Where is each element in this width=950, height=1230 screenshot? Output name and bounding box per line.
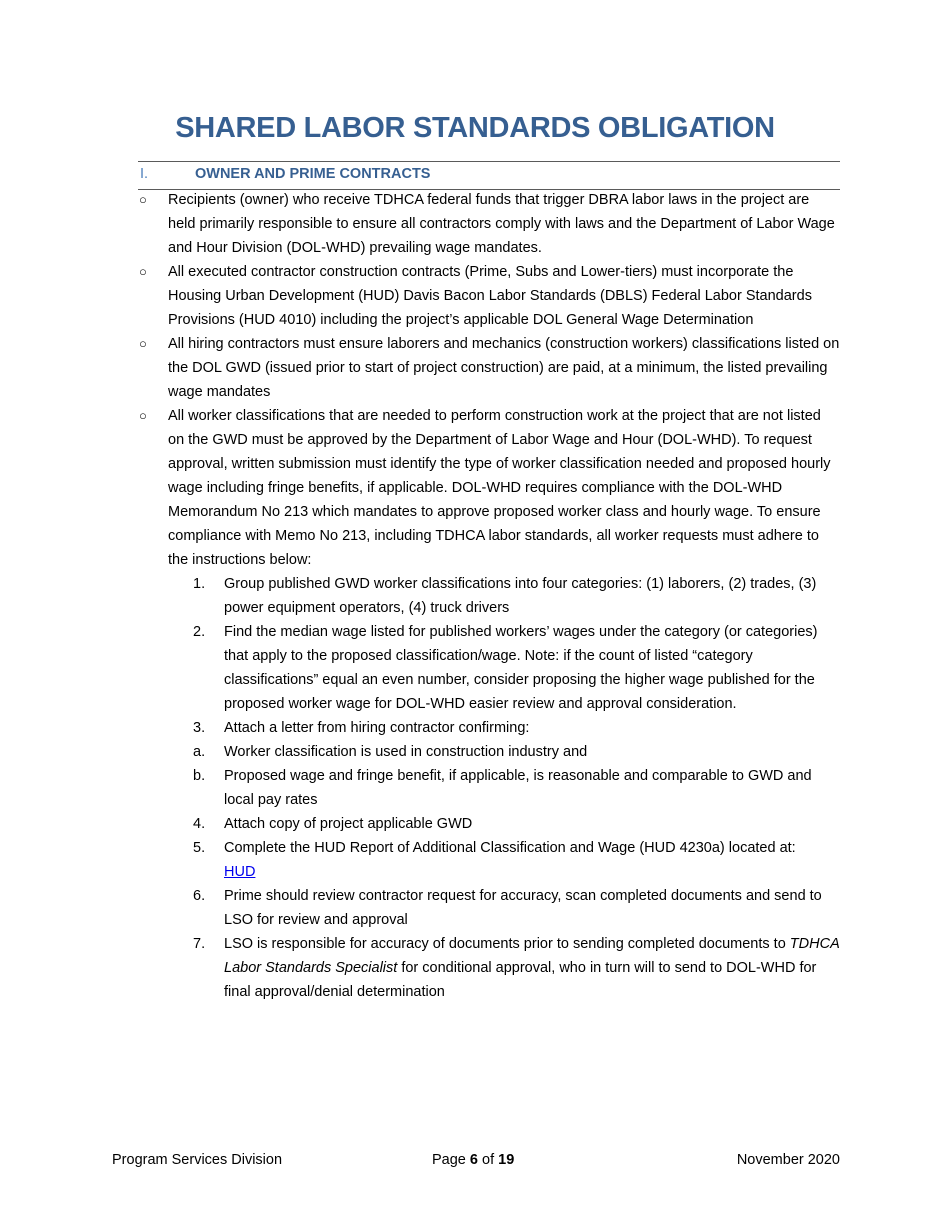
step-number: 1. — [193, 576, 206, 592]
step-number: 6. — [193, 888, 206, 904]
step-item — [0, 572, 950, 620]
bullet-circle-icon: ○ — [139, 408, 147, 423]
bullet-circle-icon: ○ — [139, 336, 147, 351]
step-item — [0, 620, 950, 716]
section-number: I. — [140, 166, 149, 182]
step-item — [0, 764, 950, 812]
bullet-item — [0, 188, 950, 260]
step-text: Find the median wage listed for published workers’ wages under the category (or categories) that apply to the proposed classification/wage. Note: if the count of listed “category classifications” equal an even number, consider proposing the higher wage published for the proposed worker wage for DOL-WHD easier review and approval consideration. — [224, 624, 818, 712]
footer-division: Program Services Division — [112, 1152, 283, 1168]
step-text-after: for conditional approval, who in turn will to send to DOL-WHD for final approval/denial determination — [224, 960, 817, 1000]
bullet-circle-icon: ○ — [139, 192, 147, 207]
instruction-steps — [0, 572, 950, 1004]
step-number: b. — [193, 768, 206, 784]
footer-date: November 2020 — [736, 1152, 840, 1168]
step-item — [0, 884, 950, 932]
section-title: OWNER AND PRIME CONTRACTS — [195, 166, 431, 182]
step-item — [0, 812, 950, 836]
page-title: SHARED LABOR STANDARDS OBLIGATION — [175, 112, 775, 144]
step-text: Prime should review contractor request for accuracy, scan completed documents and send to LSO for review and approval — [224, 888, 822, 928]
step-text: Proposed wage and fringe benefit, if applicable, is reasonable and comparable to GWD and local pay rates — [224, 768, 812, 808]
current-page: 6 — [469, 1152, 478, 1168]
step-item — [0, 716, 950, 740]
step-item — [0, 836, 950, 884]
step-item — [0, 932, 950, 1004]
step-number: 3. — [193, 720, 206, 736]
step-number: 2. — [193, 624, 206, 640]
bullet-text: All executed contractor construction contracts (Prime, Subs and Lower-tiers) must incorporate the Housing Urban Development (HUD) Davis Bacon Labor Standards (DBLS) Federal Labor Standards Provisions (HUD 4010) including the project’s applicable DOL General Wage Determination — [168, 264, 812, 328]
of-word: of — [482, 1152, 495, 1168]
step-text: Attach a letter from hiring contractor confirming: — [224, 720, 530, 736]
step-item — [0, 740, 950, 764]
section-header — [138, 161, 840, 190]
footer-page-number — [432, 1152, 514, 1168]
bullet-circle-icon: ○ — [139, 264, 147, 279]
step-text-before: LSO is responsible for accuracy of documents prior to sending completed documents to — [224, 936, 790, 952]
step-text: Group published GWD worker classifications into four categories: (1) laborers, (2) trades, (3) power equipment operators, (4) truck drivers — [224, 576, 817, 616]
step-number: 7. — [193, 936, 206, 952]
page-word: Page — [432, 1152, 466, 1168]
step-number: a. — [193, 744, 206, 760]
bullet-text: Recipients (owner) who receive TDHCA federal funds that trigger DBRA labor laws in the project are held primarily responsible to ensure all contractors comply with laws and the Department of Labor Wage and Hour Division (DOL-WHD) prevailing wage mandates. — [168, 192, 835, 256]
bullet-text: All hiring contractors must ensure laborers and mechanics (construction workers) classifications listed on the DOL GWD (issued prior to start of project construction) are paid, at a minimum, the listed prevailing wage mandates — [168, 336, 840, 400]
step-number: 5. — [193, 840, 206, 856]
step-text: Complete the HUD Report of Additional Classification and Wage (HUD 4230a) located at: — [224, 840, 796, 856]
document-body — [0, 188, 950, 1004]
bullet-item — [0, 404, 950, 572]
step-number: 4. — [193, 816, 206, 832]
hud-link[interactable]: HUD — [224, 864, 256, 880]
step-text-italic: TDHCA Labor Standards Specialist — [224, 936, 840, 976]
total-pages: 19 — [498, 1152, 515, 1168]
bullet-text: All worker classifications that are needed to perform construction work at the project that are not listed on the GWD must be approved by the Department of Labor Wage and Hour (DOL-WHD). To request approval, written submission must identify the type of worker classification needed and proposed hourly wage including fringe benefits, if applicable. DOL-WHD requires compliance with the DOL-WHD Memorandum No 213 which mandates to approve proposed worker class and hourly wage. To ensure compliance with Memo No 213, including TDHCA labor standards, all worker requests must adhere to the instructions below: — [168, 408, 831, 568]
bullet-item — [0, 260, 950, 332]
bullet-item — [0, 332, 950, 404]
step-text: Worker classification is used in construction industry and — [224, 744, 588, 760]
step-text: Attach copy of project applicable GWD — [224, 816, 473, 832]
